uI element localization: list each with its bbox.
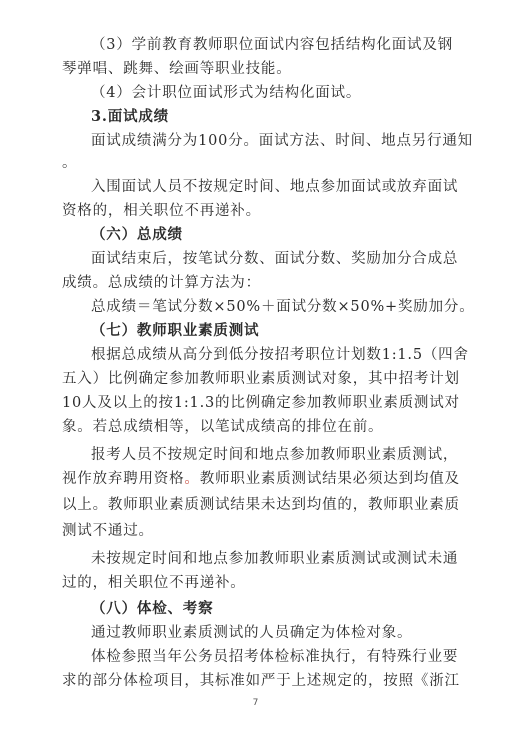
text-line-20: 以上。教师职业素质测试结果未达到均值的，教师职业素质 <box>62 497 460 513</box>
text-line-5: 面试成绩满分为100分。面试方法、时间、地点另行通知 <box>91 133 473 149</box>
text-line-26: 体检参照当年公务员招考体检标准执行，有特殊行业要 <box>91 649 459 665</box>
text-line-19-end: 教师职业素质测试结果必须达到均值及 <box>199 471 460 487</box>
section-heading-teacher-test: （七）教师职业素质测试 <box>91 322 260 339</box>
text-line-7: 入围面试人员不按规定时间、地点参加面试或放弃面试 <box>91 179 459 195</box>
text-line-18: 报考人员不按规定时间和地点参加教师职业素质测试， <box>91 447 459 463</box>
text-line-21: 测试不通过。 <box>62 523 154 539</box>
text-line-17: 象。若总成绩相等，以笔试成绩高的排位在前。 <box>62 419 384 435</box>
text-line-19-start: 视作放弃聘用资格 <box>62 471 185 487</box>
text-line-6: 。 <box>62 155 78 171</box>
text-line-11: 成绩。总成绩的计算方法为： <box>62 275 261 291</box>
text-line-8: 资格的，相关职位不再递补。 <box>62 203 261 219</box>
section-heading-physical-exam: （八）体检、考察 <box>91 600 214 617</box>
section-heading-total-score: （六）总成绩 <box>91 226 183 243</box>
text-line-10: 面试结束后，按笔试分数、面试分数、奖励加分合成总 <box>91 251 459 267</box>
text-line-25: 通过教师职业素质测试的人员确定为体检对象。 <box>91 625 413 641</box>
text-line-3: （4）会计职位面试形式为结构化面试。 <box>91 85 362 101</box>
text-line-23: 过的，相关职位不再递补。 <box>62 575 246 591</box>
text-line-2: 琴弹唱、跳舞、绘画等职业技能。 <box>62 61 292 77</box>
text-line-27: 求的部分体检项目，其标准如严于上述规定的，按照《浙江 <box>62 673 460 689</box>
formula-line: 总成绩＝笔试分数×50%＋面试分数×50%+奖励加分。 <box>91 299 475 315</box>
text-line-22: 未按规定时间和地点参加教师职业素质测试或测试未通 <box>91 551 459 567</box>
text-line-1: （3）学前教育教师职位面试内容包括结构化面试及钢 <box>91 37 453 53</box>
text-line-19 <box>62 470 460 488</box>
section-heading-interview-score: 3.面试成绩 <box>91 108 169 125</box>
text-line-15: 五入）比例确定参加教师职业素质测试对象，其中招考计划 <box>62 371 460 387</box>
page-number: 7 <box>252 698 259 708</box>
red-period-mark: 。 <box>184 471 200 487</box>
text-line-14: 根据总成绩从高分到低分按招考职位计划数1:1.5（四舍 <box>91 347 469 363</box>
text-line-16: 10人及以上的按1:1.3的比例确定参加教师职业素质测试对 <box>62 395 460 411</box>
